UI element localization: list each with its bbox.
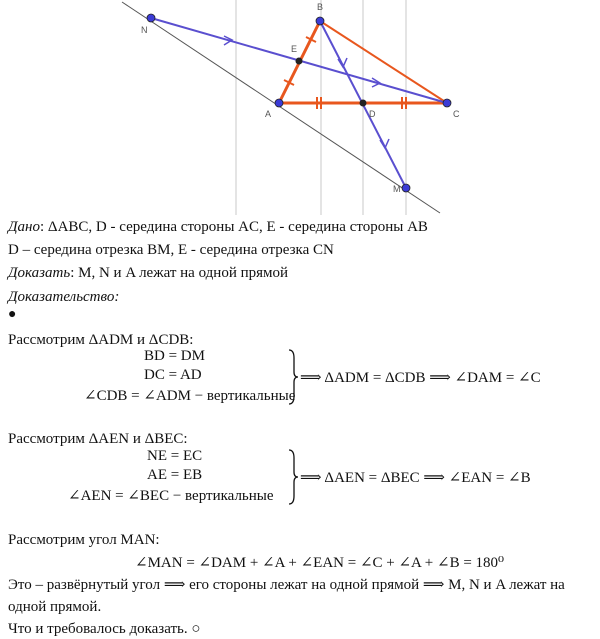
prove-label: Доказать <box>8 265 71 281</box>
prove-line <box>8 264 288 282</box>
block1-system <box>0 348 600 408</box>
point-D <box>360 100 367 107</box>
block1-eq3: ∠CDB = ∠ADM − вертикальные <box>84 388 296 404</box>
given-text: : ΔABC, D - середина стороны AC, E - середина стороны AB <box>40 219 428 235</box>
prove-text: : M, N и A лежат на одной прямой <box>70 265 289 281</box>
block3-end: Что и требовалось доказать. ○ <box>8 621 201 637</box>
given-label: Дано <box>8 219 40 235</box>
point-N <box>147 14 155 22</box>
block1-title: Рассмотрим ΔADM и ΔCDB: <box>8 332 194 348</box>
block1-eq2: DC = AD <box>144 367 202 383</box>
block3-formula: ∠MAN = ∠DAM + ∠A + ∠EAN = ∠C + ∠A + ∠B = 180⁰ <box>135 555 505 571</box>
label-E: E <box>291 44 298 54</box>
block2-eq1: NE = EC <box>147 448 203 464</box>
block3-title: Рассмотрим угол MAN: <box>8 532 160 548</box>
label-A: A <box>265 109 272 119</box>
block2-eq2: AE = EB <box>147 467 203 483</box>
line-NAM <box>122 2 440 213</box>
label-N: N <box>141 25 148 35</box>
label-B: B <box>317 2 324 12</box>
label-D: D <box>369 109 376 119</box>
point-B <box>316 17 324 25</box>
block2-title: Рассмотрим ΔAEN и ΔBEC: <box>8 431 188 447</box>
given-line-1 <box>8 218 428 236</box>
block3-conclusion-2: одной прямой. <box>8 599 102 615</box>
proof-label: Доказательство: <box>8 289 120 305</box>
point-E <box>296 58 303 65</box>
block2-system <box>0 448 600 508</box>
block2-result: ⟹ ΔAEN = ΔBEC ⟹ ∠EAN = ∠B <box>300 470 531 486</box>
geometry-figure <box>0 0 600 215</box>
bullet-marker: ● <box>8 307 17 322</box>
block1-result: ⟹ ΔADM = ΔCDB ⟹ ∠DAM = ∠C <box>300 370 541 386</box>
label-M: M <box>393 184 401 194</box>
point-M <box>402 184 410 192</box>
block1-brace <box>287 348 299 406</box>
block2-brace <box>287 448 299 506</box>
given-line-2: D – середина отрезка BM, E - середина отрезка CN <box>8 242 334 258</box>
figure-svg <box>0 0 600 215</box>
point-C <box>443 99 451 107</box>
point-A <box>275 99 283 107</box>
block2-eq3: ∠AEN = ∠BEC − вертикальные <box>68 488 274 504</box>
block1-eq1: BD = DM <box>144 348 205 364</box>
block3-conclusion-1: Это – развёрнутый угол ⟹ его стороны лежат на одной прямой ⟹ M, N и A лежат на <box>8 577 565 593</box>
label-C: C <box>453 109 460 119</box>
